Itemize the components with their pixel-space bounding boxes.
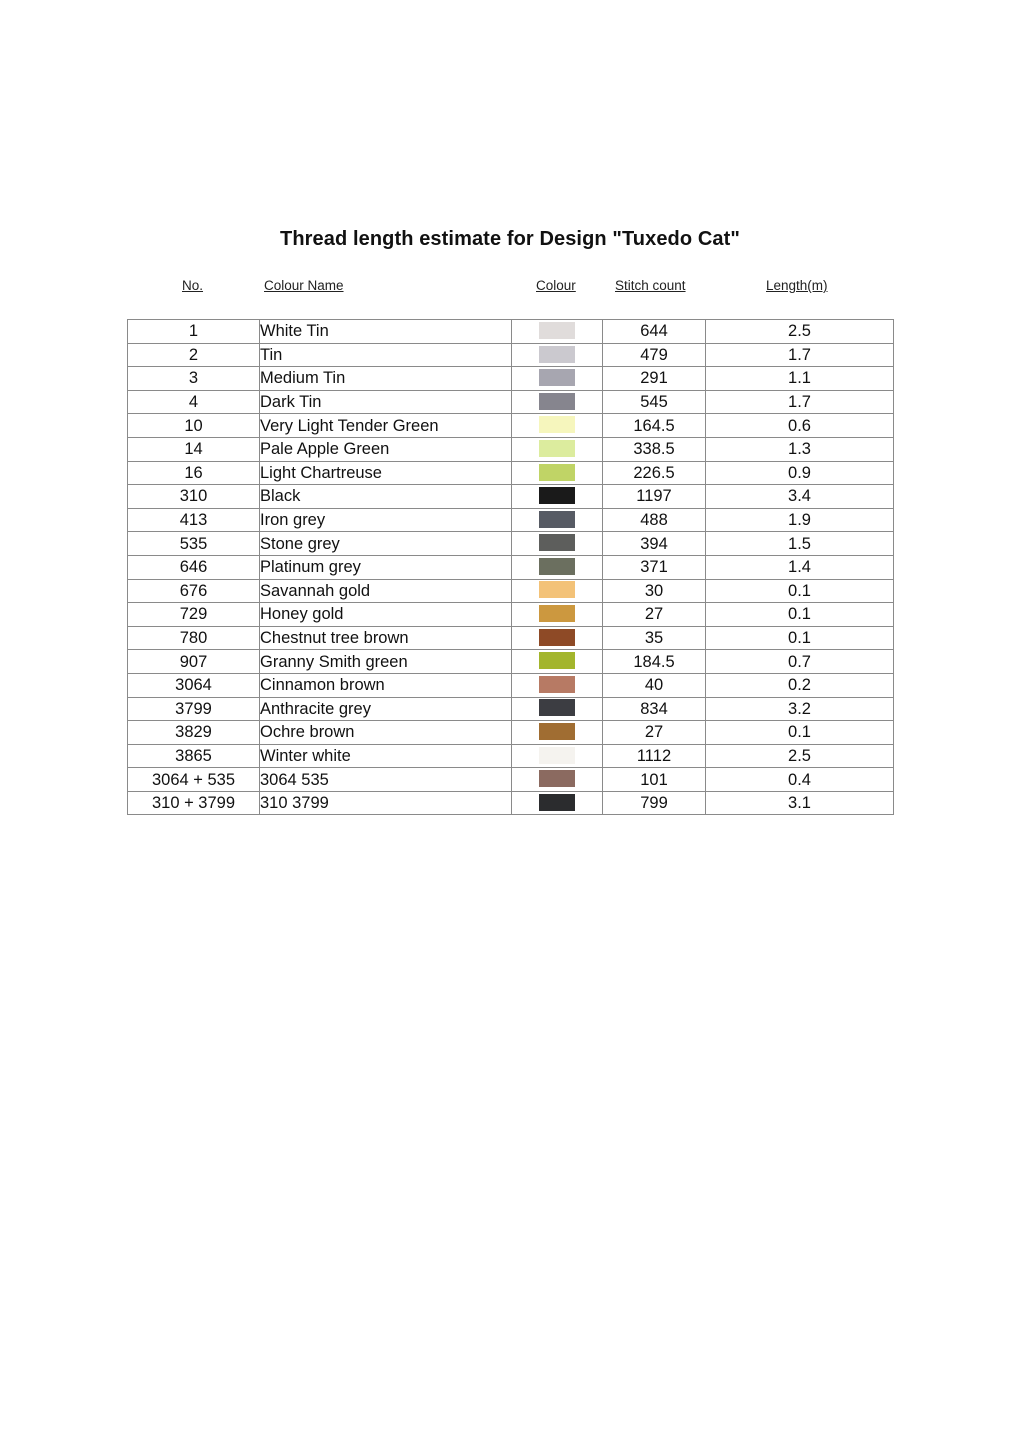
colour-swatch [539,723,575,740]
colour-name: Stone grey [260,532,512,556]
colour-name: Light Chartreuse [260,461,512,485]
colour-swatch [539,534,575,551]
stitch-count: 479 [603,343,706,367]
colour-swatch-cell [512,367,603,391]
colour-name: Honey gold [260,603,512,627]
table-row [128,650,894,674]
thread-length: 0.4 [706,768,894,792]
thread-length: 1.9 [706,508,894,532]
thread-length: 1.3 [706,437,894,461]
page-title: Thread length estimate for Design "Tuxedo Cat" [280,228,740,250]
colour-swatch-cell [512,579,603,603]
colour-swatch [539,794,575,811]
colour-name: Dark Tin [260,390,512,414]
colour-swatch-cell [512,532,603,556]
thread-number: 310 + 3799 [128,791,260,815]
table-row [128,791,894,815]
table-row [128,721,894,745]
colour-swatch [539,558,575,575]
thread-table-body [128,320,894,815]
thread-number: 729 [128,603,260,627]
table-row [128,532,894,556]
thread-length: 0.1 [706,579,894,603]
stitch-count: 164.5 [603,414,706,438]
colour-swatch [539,464,575,481]
stitch-count: 30 [603,579,706,603]
table-row [128,414,894,438]
colour-swatch [539,487,575,504]
thread-length: 0.6 [706,414,894,438]
colour-name: Savannah gold [260,579,512,603]
colour-name: Iron grey [260,508,512,532]
colour-swatch [539,770,575,787]
thread-length: 1.4 [706,555,894,579]
thread-number: 3829 [128,721,260,745]
stitch-count: 27 [603,721,706,745]
table-row [128,768,894,792]
colour-swatch [539,440,575,457]
table-row [128,390,894,414]
colour-name: Very Light Tender Green [260,414,512,438]
thread-length: 2.5 [706,744,894,768]
stitch-count: 1112 [603,744,706,768]
colour-name: Black [260,485,512,509]
stitch-count: 101 [603,768,706,792]
thread-number: 646 [128,555,260,579]
column-header-no: No. [182,278,204,293]
thread-length: 0.2 [706,673,894,697]
column-header-stitch-count: Stitch count [615,278,686,293]
colour-swatch [539,511,575,528]
thread-number: 3064 + 535 [128,768,260,792]
column-header-colour: Colour [536,278,576,293]
colour-swatch-cell [512,414,603,438]
thread-length: 3.4 [706,485,894,509]
table-row [128,367,894,391]
stitch-count: 371 [603,555,706,579]
thread-length: 1.1 [706,367,894,391]
colour-swatch-cell [512,768,603,792]
colour-swatch [539,747,575,764]
thread-number: 907 [128,650,260,674]
table-row [128,555,894,579]
table-row [128,697,894,721]
colour-swatch-cell [512,791,603,815]
stitch-count: 40 [603,673,706,697]
table-row [128,626,894,650]
stitch-count: 799 [603,791,706,815]
thread-number: 676 [128,579,260,603]
colour-name: Granny Smith green [260,650,512,674]
thread-number: 10 [128,414,260,438]
colour-swatch-cell [512,555,603,579]
thread-number: 3865 [128,744,260,768]
thread-number: 4 [128,390,260,414]
stitch-count: 488 [603,508,706,532]
colour-name: 310 3799 [260,791,512,815]
table-row [128,320,894,344]
stitch-count: 35 [603,626,706,650]
table-row [128,603,894,627]
colour-swatch-cell [512,603,603,627]
colour-swatch [539,393,575,410]
colour-name: 3064 535 [260,768,512,792]
table-row [128,673,894,697]
column-header-colour-name: Colour Name [264,278,344,293]
colour-name: Pale Apple Green [260,437,512,461]
thread-table [127,319,894,815]
colour-name: Ochre brown [260,721,512,745]
stitch-count: 226.5 [603,461,706,485]
colour-swatch-cell [512,650,603,674]
stitch-count: 338.5 [603,437,706,461]
colour-swatch-cell [512,673,603,697]
colour-swatch-cell [512,343,603,367]
colour-name: White Tin [260,320,512,344]
colour-swatch [539,322,575,339]
stitch-count: 545 [603,390,706,414]
colour-swatch-cell [512,461,603,485]
thread-length: 0.1 [706,721,894,745]
table-row [128,579,894,603]
colour-swatch-cell [512,626,603,650]
thread-length: 0.9 [706,461,894,485]
thread-number: 310 [128,485,260,509]
thread-number: 16 [128,461,260,485]
table-row [128,343,894,367]
thread-length: 3.2 [706,697,894,721]
colour-name: Anthracite grey [260,697,512,721]
colour-name: Chestnut tree brown [260,626,512,650]
thread-number: 14 [128,437,260,461]
colour-swatch-cell [512,320,603,344]
thread-length: 2.5 [706,320,894,344]
thread-number: 413 [128,508,260,532]
colour-swatch-cell [512,485,603,509]
thread-length: 1.7 [706,390,894,414]
colour-swatch-cell [512,437,603,461]
thread-number: 535 [128,532,260,556]
colour-name: Cinnamon brown [260,673,512,697]
table-row [128,485,894,509]
thread-length: 3.1 [706,791,894,815]
colour-name: Platinum grey [260,555,512,579]
thread-length: 0.1 [706,603,894,627]
thread-number: 3799 [128,697,260,721]
colour-swatch-cell [512,697,603,721]
colour-swatch-cell [512,508,603,532]
thread-length: 0.7 [706,650,894,674]
stitch-count: 27 [603,603,706,627]
thread-length: 0.1 [706,626,894,650]
colour-swatch [539,346,575,363]
stitch-count: 644 [603,320,706,344]
thread-length: 1.5 [706,532,894,556]
thread-number: 1 [128,320,260,344]
table-row [128,461,894,485]
colour-swatch [539,605,575,622]
colour-swatch-cell [512,744,603,768]
colour-name: Winter white [260,744,512,768]
column-header-length: Length(m) [766,278,828,293]
stitch-count: 184.5 [603,650,706,674]
colour-swatch-cell [512,721,603,745]
table-row [128,744,894,768]
colour-swatch [539,629,575,646]
table-row [128,437,894,461]
thread-number: 3 [128,367,260,391]
thread-number: 780 [128,626,260,650]
colour-swatch [539,416,575,433]
thread-number: 2 [128,343,260,367]
colour-name: Medium Tin [260,367,512,391]
colour-swatch [539,581,575,598]
stitch-count: 1197 [603,485,706,509]
table-row [128,508,894,532]
colour-swatch [539,652,575,669]
stitch-count: 394 [603,532,706,556]
colour-swatch-cell [512,390,603,414]
colour-swatch [539,369,575,386]
thread-number: 3064 [128,673,260,697]
colour-name: Tin [260,343,512,367]
colour-swatch [539,699,575,716]
stitch-count: 834 [603,697,706,721]
thread-length: 1.7 [706,343,894,367]
stitch-count: 291 [603,367,706,391]
colour-swatch [539,676,575,693]
